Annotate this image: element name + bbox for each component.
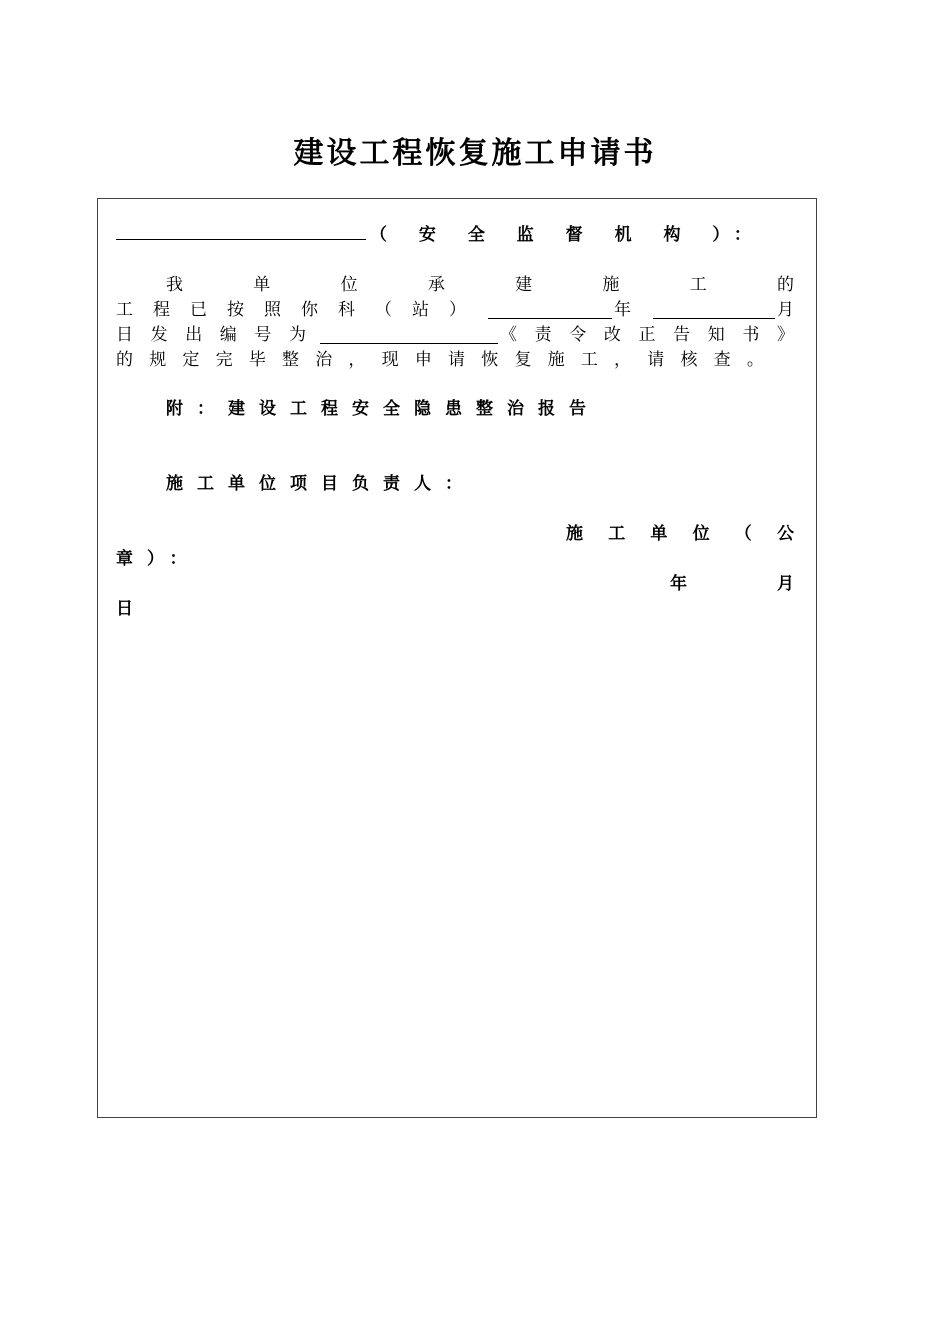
- addressee-suffix: （ 安 全 监 督 机 构 ）：: [370, 225, 764, 245]
- body-char: 我: [166, 275, 183, 295]
- attachment-text: 附：建设工程安全隐患整治报告: [166, 399, 600, 419]
- seal-char: 工: [608, 524, 626, 544]
- date-month: 月: [777, 574, 794, 594]
- agency-blank[interactable]: [116, 223, 366, 240]
- body-char: 出: [185, 325, 203, 345]
- body-char: 规: [149, 350, 167, 370]
- body-char: 你: [301, 300, 318, 320]
- body-char: 建: [515, 275, 533, 295]
- body-char: 《: [500, 325, 517, 345]
- body-char: 日: [116, 325, 133, 345]
- body-line-4-text: [116, 348, 764, 372]
- body-line-1: [166, 273, 794, 297]
- body-char: 单: [253, 275, 271, 295]
- body-char: （: [375, 300, 392, 320]
- body-char: 请: [647, 350, 665, 370]
- seal-char: 公: [776, 524, 794, 544]
- seal-char: 施: [566, 524, 583, 544]
- body-char: ）: [449, 300, 466, 320]
- body-char: 改: [603, 325, 621, 345]
- body-char: 施: [602, 275, 620, 295]
- body-char: 请: [448, 350, 466, 370]
- body-char: ，: [614, 350, 632, 370]
- body-char: 编: [219, 325, 237, 345]
- year-char: 年: [614, 300, 631, 320]
- body-char: 工: [116, 300, 133, 320]
- unit-seal-label-end: 章）：: [116, 549, 201, 569]
- body-line-3-suffix: [500, 323, 794, 347]
- body-char: 查: [713, 350, 731, 370]
- responsible-person-label: 施工单位项目负责人：: [166, 474, 476, 494]
- body-char: 已: [190, 300, 207, 320]
- body-char: 施: [547, 350, 565, 370]
- addressee-line: [116, 223, 794, 247]
- date-day: 日: [116, 599, 133, 619]
- application-form: [97, 198, 817, 1118]
- unit-seal-line-2: [116, 547, 794, 571]
- body-char: 照: [264, 300, 281, 320]
- year-blank[interactable]: [488, 302, 612, 319]
- body-line-4: [116, 348, 794, 372]
- body-char: 核: [680, 350, 698, 370]
- body-char: 号: [254, 325, 272, 345]
- responsible-person-line: [166, 472, 794, 496]
- unit-seal-line-1: [566, 522, 794, 546]
- seal-char: （: [734, 524, 752, 544]
- body-char: 整: [282, 350, 300, 370]
- body-char: 责: [534, 325, 552, 345]
- body-char: 发: [150, 325, 168, 345]
- body-char: 完: [215, 350, 233, 370]
- body-char: 复: [514, 350, 532, 370]
- attachment-line: [166, 397, 794, 421]
- body-char: 毕: [248, 350, 266, 370]
- body-char: 工: [580, 350, 598, 370]
- document-number-blank[interactable]: [320, 327, 498, 344]
- body-char: 现: [381, 350, 399, 370]
- body-char: 站: [412, 300, 429, 320]
- date-line: [116, 572, 794, 596]
- body-char: 按: [227, 300, 244, 320]
- body-line-3-prefix: [116, 323, 306, 347]
- body-line-2: [116, 298, 794, 322]
- body-line-2-text: [116, 298, 466, 322]
- body-char: 。: [746, 350, 764, 370]
- body-char: 的: [776, 275, 794, 295]
- body-char: 为: [288, 325, 306, 345]
- body-char: 科: [338, 300, 355, 320]
- body-char: 程: [153, 300, 170, 320]
- body-char: 知: [707, 325, 725, 345]
- date-year: 年: [670, 574, 687, 594]
- body-char: 恢: [481, 350, 499, 370]
- body-char: 书: [742, 325, 760, 345]
- body-char: 令: [569, 325, 587, 345]
- body-char: 定: [182, 350, 200, 370]
- body-char: 位: [340, 275, 358, 295]
- document-title: 建设工程恢复施工申请书: [293, 136, 657, 171]
- body-char: 治: [315, 350, 333, 370]
- body-char: 申: [414, 350, 432, 370]
- seal-char: 位: [692, 524, 710, 544]
- body-line-3: [116, 323, 794, 347]
- body-char: ，: [348, 350, 366, 370]
- date-day-line: [116, 597, 794, 621]
- body-char: 的: [116, 350, 133, 370]
- month-char: 月: [777, 300, 794, 320]
- seal-char: 单: [650, 524, 668, 544]
- body-char: 承: [427, 275, 445, 295]
- month-blank[interactable]: [653, 302, 775, 319]
- body-char: 》: [777, 325, 794, 345]
- body-char: 告: [673, 325, 691, 345]
- body-char: 工: [689, 275, 707, 295]
- body-char: 正: [638, 325, 656, 345]
